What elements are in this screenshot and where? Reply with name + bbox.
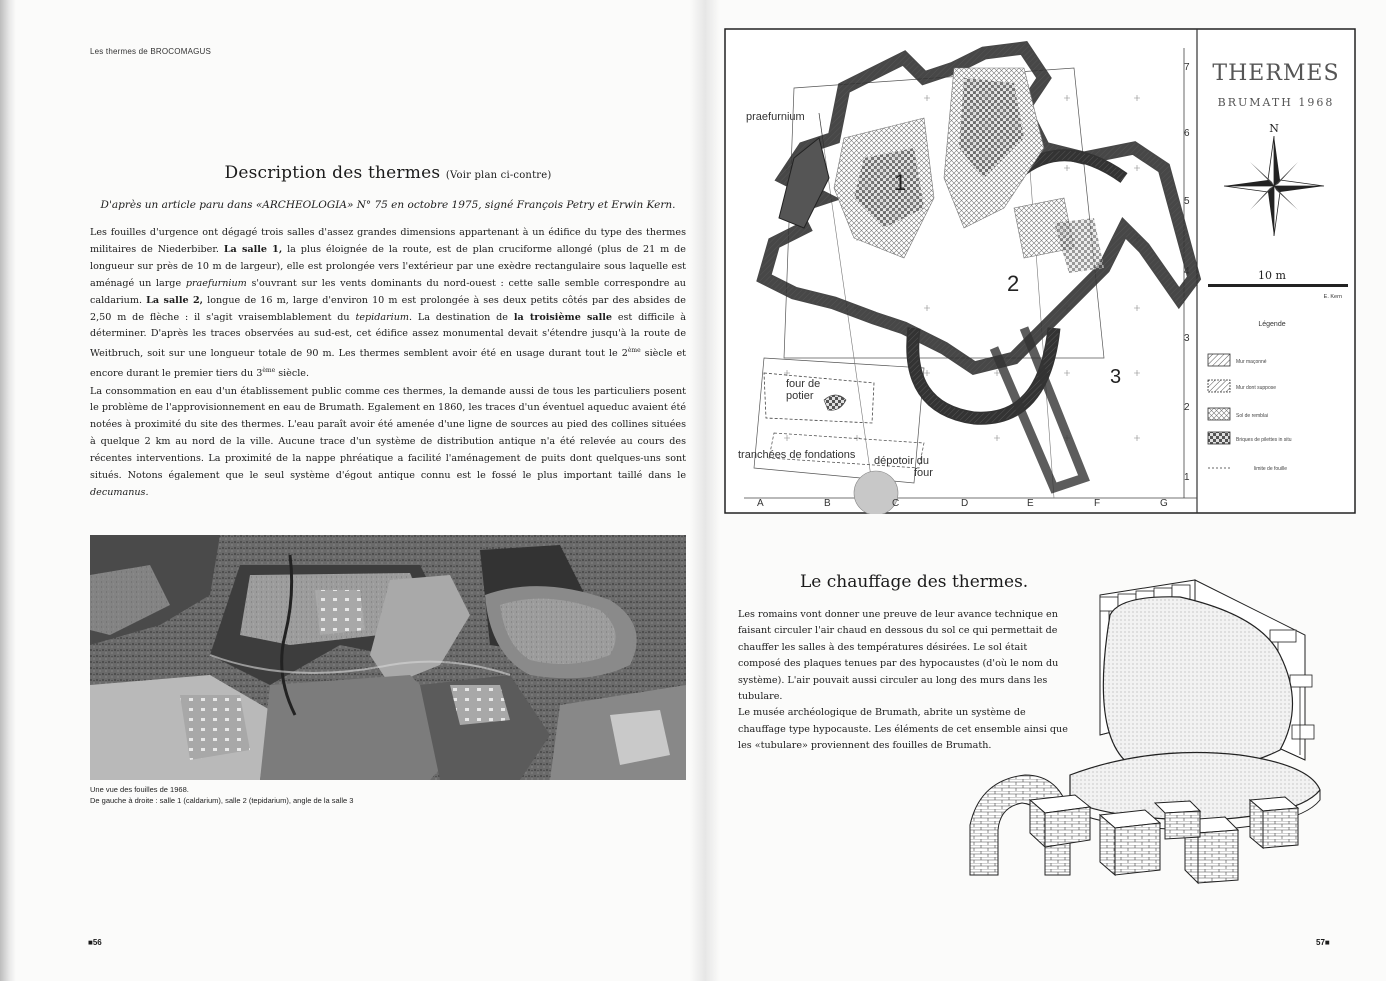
plan-subtitle: BRUMATH 1968: [1217, 96, 1335, 109]
article-byline: D'après un article paru dans «ARCHEOLOGIA» N° 75 en octobre 1975, signé François Petry et Erwin Kern.: [100, 199, 676, 211]
chauffage-title: Le chauffage des thermes.: [800, 572, 1029, 592]
chauffage-paragraph-2: Le musée archéologique de Brumath, abrite un système de chauffage type hypocauste. Les éléments de cet ensemble ainsi que les «tubulare» proviennent des fouilles de Brumath.: [738, 707, 1068, 752]
text-run: siècle et encore durant le premier tiers du 3: [90, 348, 686, 380]
grid-col-label: A: [757, 498, 764, 509]
grid-row-label: 7: [1184, 62, 1190, 73]
text-run: longue de 16 m, large d'environ 10 m est prolongée à ses deux petits côtés par des absides de 2,50 m de flèche : il s'agit vraisemblablement du: [90, 294, 686, 323]
legend-swatch-mur-suppose: [1208, 380, 1230, 392]
running-head: Les thermes de BROCOMAGUS: [90, 47, 212, 56]
north-label: N: [1269, 122, 1279, 135]
text-run: est difficile à déterminer. D'après les traces observées au sud-est, cet édifice assez monumental devait s'étendre jusqu'à la route de Weitbruch, soit sur une longueur totale de 90 m. Les thermes semblent avoir été en usage durant tout le 2: [90, 311, 686, 360]
grid-row-label: 3: [1184, 333, 1190, 344]
label-room-1: 1: [894, 170, 907, 195]
superscript: ème: [262, 367, 276, 375]
superscript: ème: [627, 347, 641, 355]
excavation-photo: [90, 535, 686, 780]
label-depotoir: dépotoir du: [874, 455, 930, 467]
text-run-italic: praefurnium: [185, 277, 247, 289]
label-room-3: 3: [1110, 366, 1122, 388]
grid-col-label: E: [1027, 498, 1034, 509]
grid-row-label: 2: [1184, 402, 1190, 413]
text-run-bold: la troisième salle: [513, 311, 612, 323]
legend-item: Mur maçonné: [1236, 359, 1267, 365]
text-run: Les fouilles d'urgence ont dégagé trois salles d'assez grandes dimensions appartenant à un édifice du type des thermes militaires de Niederbiber.: [90, 227, 686, 255]
label-four-de: four de: [786, 378, 821, 390]
thermes-plan: [724, 28, 1356, 514]
plan-author: E. Kern: [1323, 294, 1342, 300]
text-run-bold: La salle 1,: [223, 243, 283, 255]
scale-label: 10 m: [1258, 269, 1286, 282]
legend-swatch-mur: [1208, 354, 1230, 366]
description-title-note: (Voir plan ci-contre): [445, 170, 552, 181]
grid-col-label: B: [824, 498, 831, 509]
book-gutter: [690, 0, 720, 981]
label-praefurnium: praefurnium: [746, 111, 805, 123]
text-run: La consommation en eau d'un établissement public comme ces thermes, la demande aussi de tous les particuliers posent le problème de l'approvisionnement en eau de Brumath. Egalement en 1860, les traces d'un éventuel aqueduc avaient été notées à proximité du site des thermes. L'eau paraît avoir été amenée d'une ligne de sources au pied des collines situées à quelque 2 km au nord de la ville. Aucune trace d'un système de distribution antique n'a été relevée au cours des récentes interventions. La proximité de la nappe phréatique a facilité l'aménagement de puits dont quelques-uns sont situés. Notons également que le seul système d'égout antique connu est le fossé le plus important taillé dans le: [90, 385, 686, 482]
grid-col-label: D: [961, 498, 969, 509]
text-run: la plus éloignée de la route, est de plan cruciforme allongé (plus de 21 m de longueur sur près de 10 m de largeur), elle est prolongée vers l'extérieur par une exèdre rectangulaire sous laquelle est aménagé un large: [90, 243, 686, 289]
scale-bar: [1208, 284, 1348, 287]
text-run: s'ouvrant sur les vents dominants du nord-ouest : cette salle semble correspondre au caldarium.: [90, 277, 686, 306]
page-edge: [0, 0, 16, 981]
page-number-right: 57■: [1316, 938, 1330, 947]
hypocaust-drawing: [960, 575, 1360, 890]
text-run: La destination de: [412, 311, 514, 323]
text-run-bold: La salle 2,: [146, 294, 204, 306]
grid-row-label: 6: [1184, 128, 1190, 139]
caption-line-2: De gauche à droite : salle 1 (caldarium), salle 2 (tepidarium), angle de la salle 3: [90, 796, 354, 805]
legend-item: Sol de remblai: [1236, 413, 1268, 419]
plan-title: THERMES: [1212, 61, 1340, 86]
grid-row-label: 1: [1184, 472, 1190, 483]
label-depotoir-four: four: [914, 467, 933, 479]
photo-caption: [90, 784, 353, 806]
label-room-2: 2: [1007, 271, 1020, 296]
description-title-text: Description des thermes: [224, 163, 441, 183]
grid-row-label: 5: [1184, 196, 1190, 207]
label-tranchees: tranchées de fondations: [738, 449, 856, 461]
grid-col-label: F: [1094, 498, 1101, 509]
legend-title: Légende: [1258, 321, 1286, 328]
text-run-italic: tepidarium.: [355, 311, 413, 323]
caption-line-1: Une vue des fouilles de 1968.: [90, 785, 189, 794]
grid-row-label: 4: [1184, 266, 1190, 277]
paragraph-eau: [90, 384, 686, 502]
label-potier: potier: [786, 390, 814, 402]
legend-item: Briques de pilettes in situ: [1236, 437, 1292, 443]
chauffage-paragraph-1: Les romains vont donner une preuve de leur avance technique en faisant circuler l'air chaud en dessous du sol ce qui permettait de chauffer les salles à des températures désirées. Le sol était composé des plaques tenues par des hypocaustes (d'où le nom du système). L'air pouvait aussi circuler au long des murs dans les tubulare.: [738, 609, 1059, 703]
description-body: [90, 225, 686, 502]
legend-swatch-briques: [1208, 432, 1230, 444]
grid-col-label: G: [1160, 498, 1168, 509]
text-run: siècle.: [275, 368, 310, 380]
paragraph-salles: [90, 225, 686, 384]
legend-swatch-sol: [1208, 408, 1230, 420]
description-title: [90, 163, 686, 183]
grid-col-label: C: [892, 498, 900, 509]
legend-item: Mur dont suppose: [1236, 385, 1277, 391]
page-number-left: ■56: [88, 938, 102, 947]
legend-line-label: limite de fouille: [1254, 466, 1288, 472]
text-run-italic: decumanus.: [90, 486, 149, 498]
